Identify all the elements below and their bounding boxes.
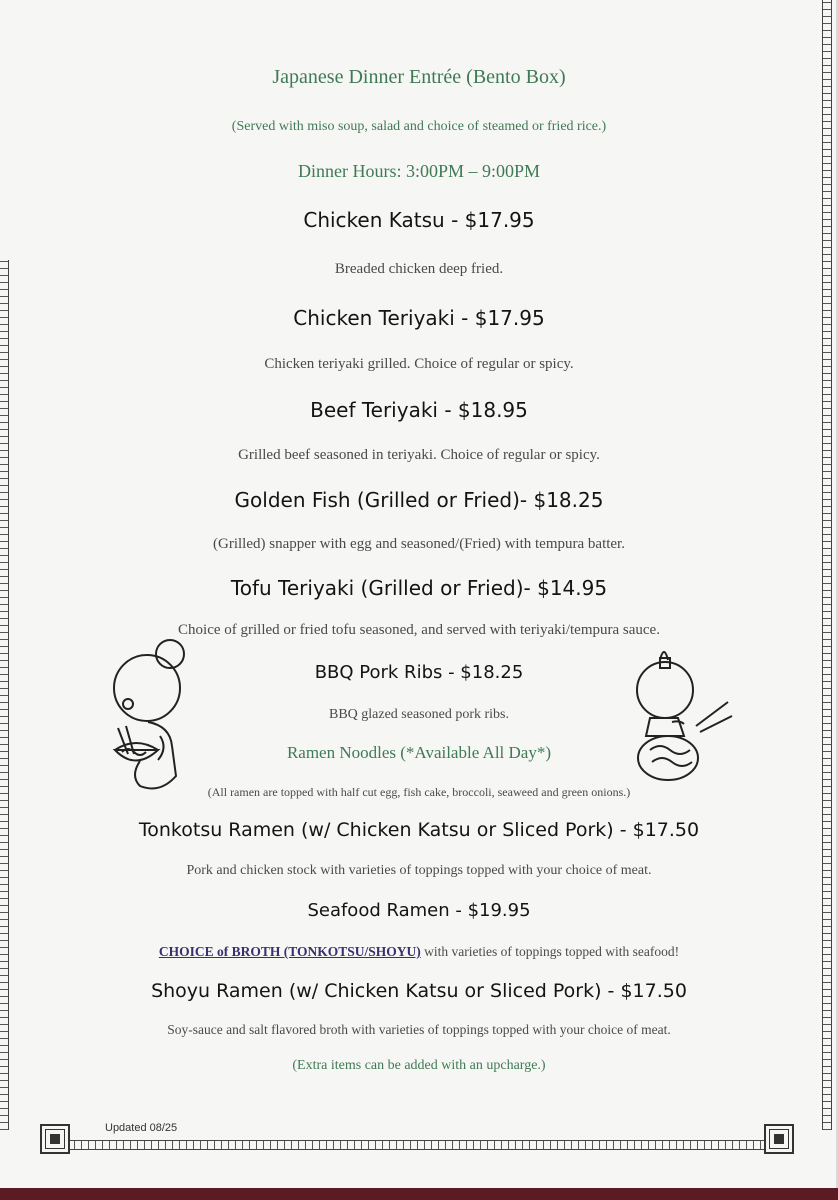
served-with-note: (Served with miso soup, salad and choice of steamed or fried rice.) bbox=[231, 119, 607, 134]
dinner-hours: Dinner Hours: 3:00PM – 9:00PM bbox=[297, 161, 540, 181]
menu-item-description: Soy-sauce and salt flavored broth with varieties of toppings topped with your choice of meat. bbox=[167, 1022, 671, 1037]
menu-item-description: Pork and chicken stock with varieties of toppings topped with your choice of meat. bbox=[186, 863, 652, 878]
menu-item-title: Tonkotsu Ramen (w/ Chicken Katsu or Sliced Pork) - $17.50 bbox=[138, 819, 700, 841]
menu-item-description: Choice of grilled or fried tofu seasoned, and served with teriyaki/tempura sauce. bbox=[178, 622, 660, 638]
menu-item-title: BBQ Pork Ribs - $18.25 bbox=[314, 662, 524, 683]
broth-choice-link: CHOICE of BROTH (TONKOTSU/SHOYU) bbox=[158, 944, 421, 959]
menu-item-title: Seafood Ramen - $19.95 bbox=[307, 900, 531, 921]
menu-item-description: BBQ glazed seasoned pork ribs. bbox=[328, 707, 510, 722]
girl-with-ramen-bowl-icon bbox=[100, 636, 210, 800]
menu-item-title: Chicken Katsu - $17.95 bbox=[303, 208, 535, 232]
ramen-toppings-note: (All ramen are topped with half cut egg, fish cake, broccoli, seaweed and green onions.) bbox=[207, 785, 631, 799]
seafood-description-text: with varieties of toppings topped with seafood! bbox=[420, 944, 680, 959]
menu-item-title: Golden Fish (Grilled or Fried)- $18.25 bbox=[234, 488, 604, 512]
menu-item-description: Breaded chicken deep fried. bbox=[334, 261, 504, 277]
samurai-with-ramen-bowl-icon bbox=[632, 640, 736, 790]
updated-date: Updated 08/25 bbox=[105, 1122, 178, 1134]
table-background bbox=[0, 1188, 838, 1200]
menu-item-description: Chicken teriyaki grilled. Choice of regular or spicy. bbox=[264, 356, 574, 372]
menu-item-description: Grilled beef seasoned in teriyaki. Choice of regular or spicy. bbox=[238, 447, 600, 463]
border-bottom-decoration bbox=[60, 1140, 772, 1150]
menu-item-title: Shoyu Ramen (w/ Chicken Katsu or Sliced Pork) - $17.50 bbox=[151, 980, 687, 1002]
menu-item-title: Tofu Teriyaki (Grilled or Fried)- $14.95 bbox=[230, 576, 608, 600]
ramen-section-title: Ramen Noodles (*Available All Day*) bbox=[286, 743, 552, 762]
extra-items-note: (Extra items can be added with an upcharge.) bbox=[292, 1058, 546, 1073]
menu-item-title: Beef Teriyaki - $18.95 bbox=[310, 398, 528, 422]
menu-item-description bbox=[0, 944, 838, 960]
corner-ornament-icon bbox=[40, 1124, 70, 1154]
menu-section-title: Japanese Dinner Entrée (Bento Box) bbox=[272, 66, 566, 88]
menu-item-description: (Grilled) snapper with egg and seasoned/(Fried) with tempura batter. bbox=[213, 536, 625, 552]
corner-ornament-icon bbox=[764, 1124, 794, 1154]
menu-item-title: Chicken Teriyaki - $17.95 bbox=[293, 306, 545, 330]
